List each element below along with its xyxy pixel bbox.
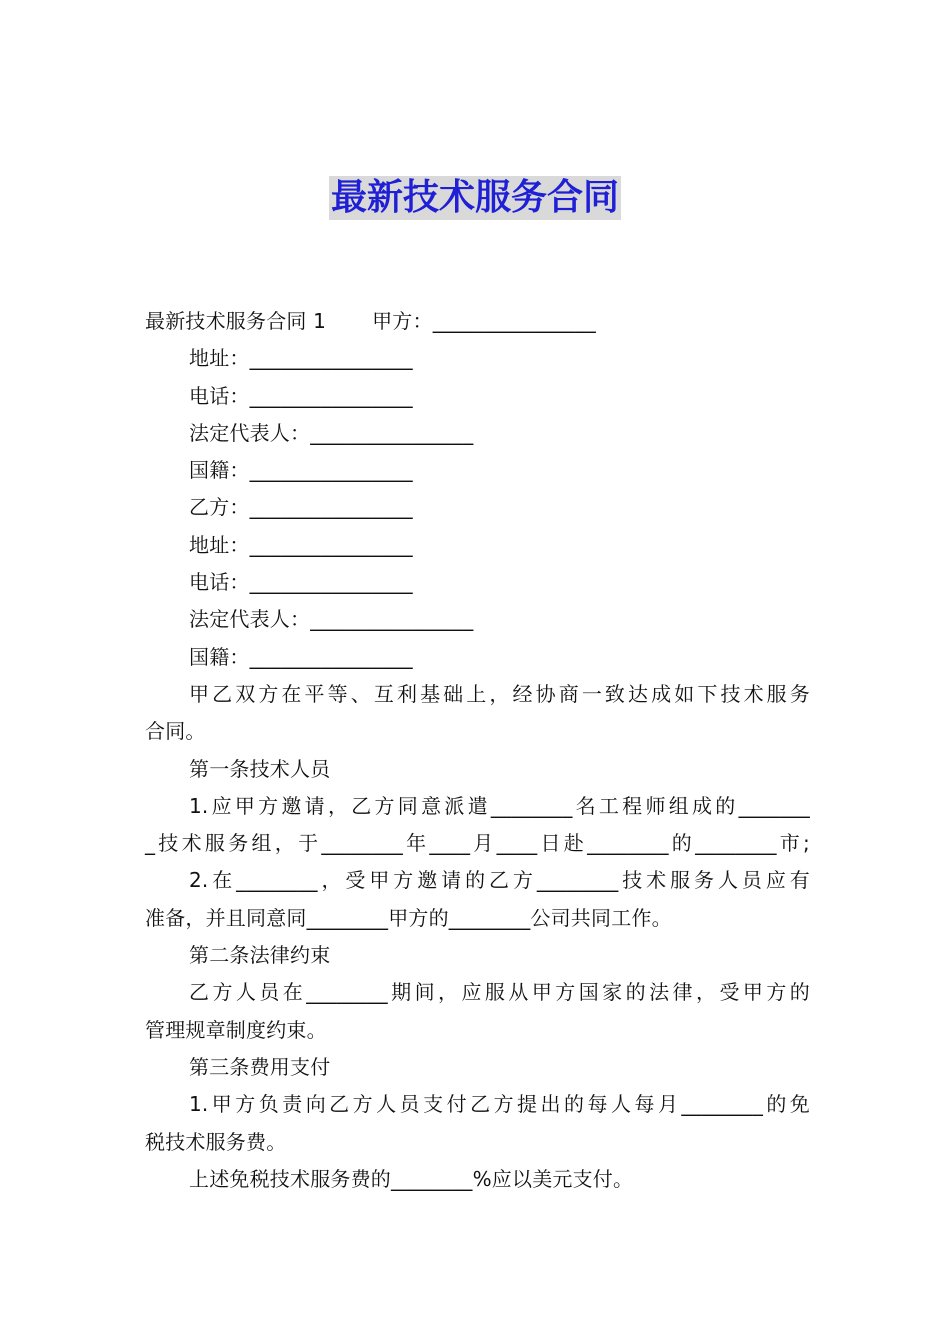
party-a-nationality: 国籍：________________ bbox=[189, 458, 413, 483]
party-a-address: 地址：________________ bbox=[189, 346, 413, 371]
document-title: 最新技术服务合同 bbox=[330, 177, 619, 218]
party-b-nationality: 国籍：________________ bbox=[189, 644, 413, 669]
party-b-field: 乙方：________________ bbox=[189, 495, 413, 520]
article-1-item-2-line-1: 2.在________，受甲方邀请的乙方________技术服务人员应有 bbox=[189, 868, 810, 893]
party-b-address: 地址：________________ bbox=[189, 532, 413, 557]
party-a-field: 甲方：________________ bbox=[372, 309, 596, 333]
party-a-legal-rep: 法定代表人：________________ bbox=[189, 420, 474, 445]
article-3-item-1-line-1: 1.甲方负责向乙方人员支付乙方提出的每人每月________的免 bbox=[189, 1092, 810, 1117]
contract-body bbox=[145, 303, 810, 1198]
preamble-line-1: 甲乙双方在平等、互利基础上，经协商一致达成如下技术服务 bbox=[189, 681, 810, 706]
article-2-heading: 第二条法律约束 bbox=[189, 943, 331, 968]
title-wrap bbox=[0, 176, 950, 220]
article-1-item-1-line-2: _技术服务组，于________年____月____日赴________的________市; bbox=[145, 831, 810, 856]
party-b-legal-rep: 法定代表人：________________ bbox=[189, 607, 474, 632]
contract-heading-1: 最新技术服务合同 1 bbox=[145, 309, 327, 333]
party-b-phone: 电话：________________ bbox=[189, 570, 413, 595]
article-2-text-line-2: 管理规章制度约束。 bbox=[145, 1017, 327, 1042]
article-3-heading: 第三条费用支付 bbox=[189, 1054, 331, 1079]
party-a-phone: 电话：________________ bbox=[189, 383, 413, 408]
article-1-heading: 第一条技术人员 bbox=[189, 756, 331, 781]
article-3-item-1-line-2: 税技术服务费。 bbox=[145, 1129, 287, 1154]
article-1-item-2-line-2: 准备，并且同意同________甲方的________公司共同工作。 bbox=[145, 905, 672, 930]
article-3-usd-clause: 上述免税技术服务费的________%应以美元支付。 bbox=[189, 1166, 634, 1191]
article-1-item-1-line-1: 1.应甲方邀请，乙方同意派遣________名工程师组成的_______ bbox=[189, 793, 810, 818]
line-intro-party-a bbox=[145, 303, 810, 340]
article-2-text-line-1: 乙方人员在________期间，应服从甲方国家的法律，受甲方的 bbox=[189, 980, 810, 1005]
preamble-line-2: 合同。 bbox=[145, 719, 206, 744]
